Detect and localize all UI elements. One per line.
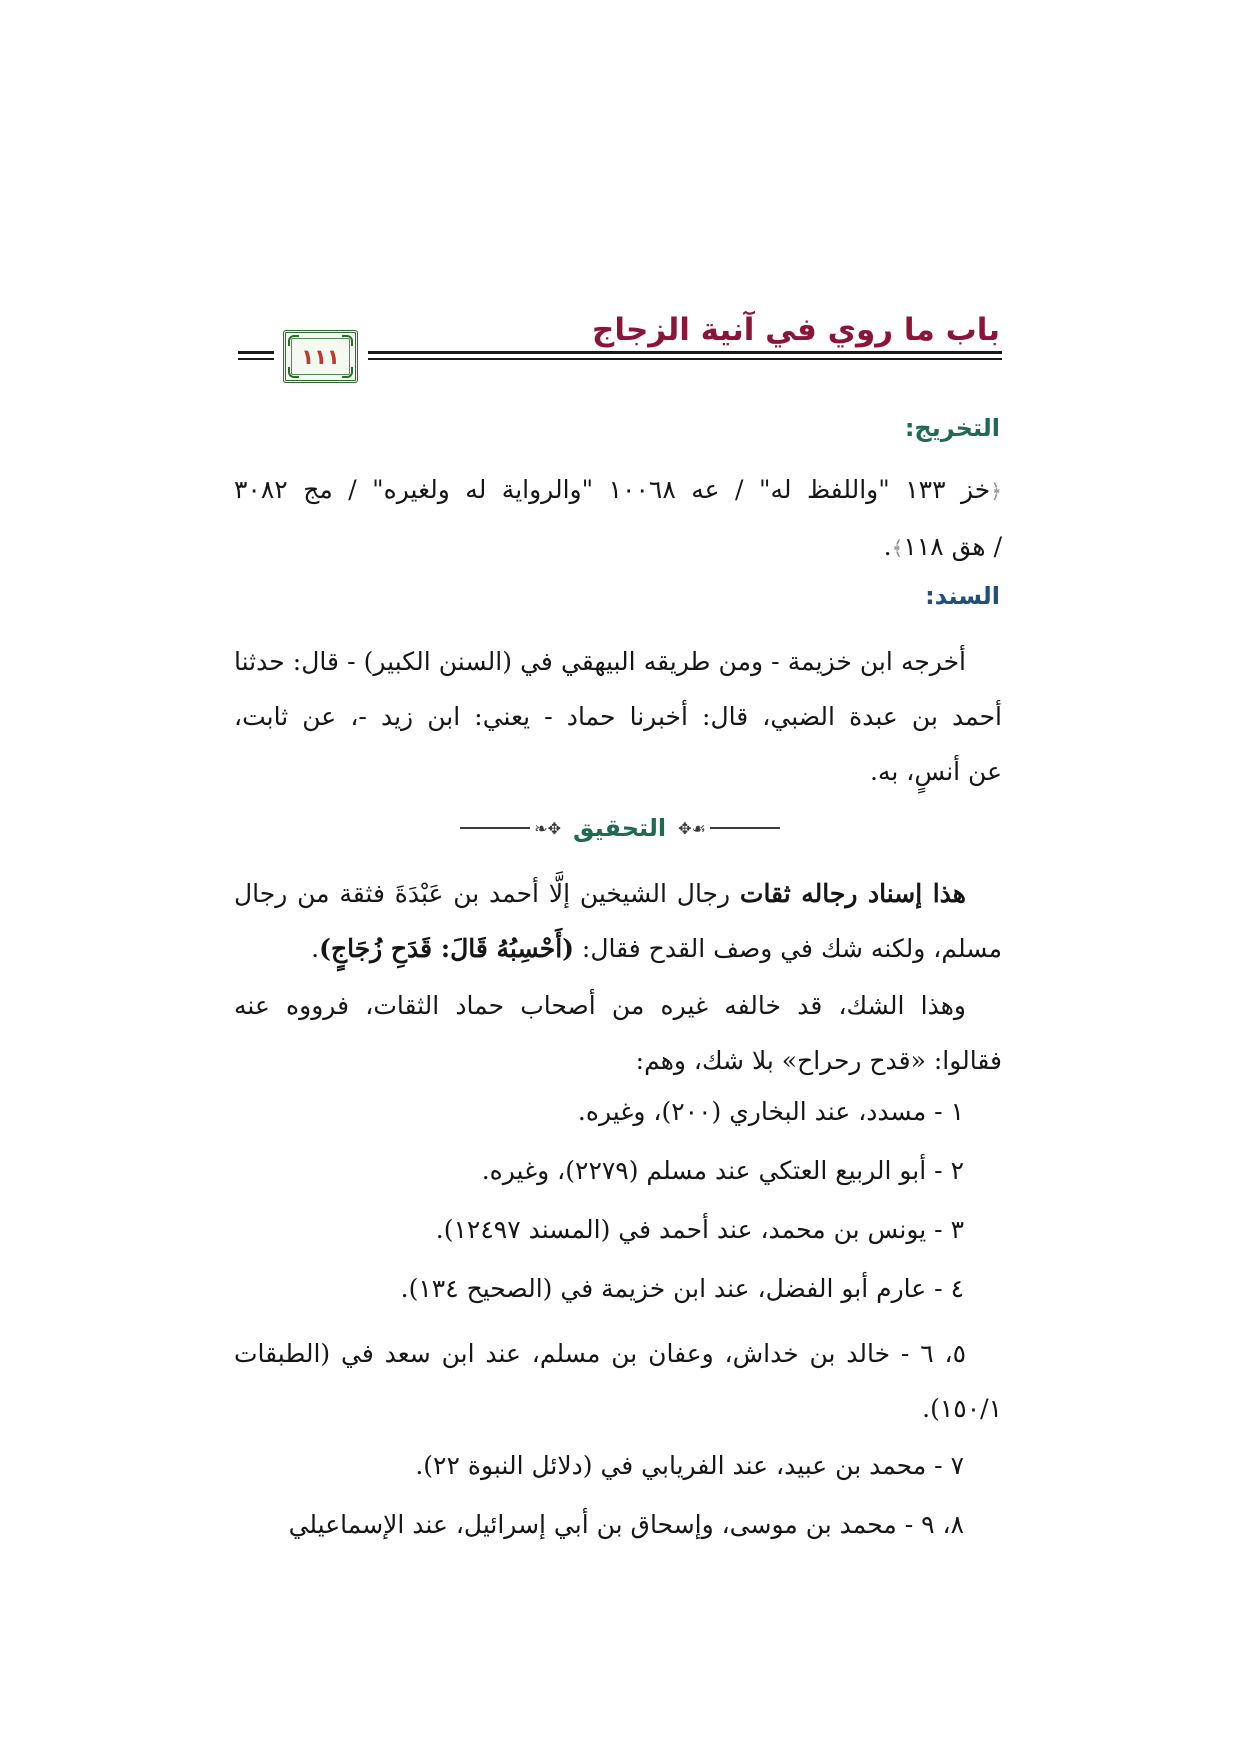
divider-rule: [710, 827, 780, 829]
takhrij-text: [234, 462, 1002, 576]
header-rule-left-top: [238, 351, 274, 354]
ornament-corner-icon: [342, 335, 353, 346]
list-item-wrapped: [234, 1326, 1002, 1436]
list-item-continuation: ١٥٠/١).: [922, 1394, 1002, 1423]
chapter-title: باب ما روي في آنية الزجاج: [591, 312, 1000, 348]
tahqiq-heading: التحقيق: [573, 814, 667, 842]
takhrij-line-1: ﴿خز ١٣٣ "واللفظ له" / عه ١٠٠٦٨ "والرواية له ولغيره" / مج ٣٠٨٢: [234, 475, 1002, 504]
divider-rule: [460, 827, 530, 829]
header-rule-right-bottom: [368, 358, 1002, 360]
bracket-open: ﴿: [990, 479, 1002, 503]
sanad-line-3: عن أنسٍ، به.: [870, 757, 1002, 786]
ornament-icon: ✥☙: [678, 818, 706, 838]
page-number: ١١١: [301, 344, 340, 369]
list-item: ٨، ٩ - محمد بن موسى، وإسحاق بن أبي إسرائيل، عند الإسماعيلي: [288, 1510, 964, 1539]
ornament-icon: ❧✥: [534, 818, 562, 838]
ornament-corner-icon: [342, 367, 353, 378]
tahqiq-paragraph-1: [234, 866, 1002, 976]
sanad-heading: السند:: [925, 582, 1000, 610]
tahqiq-p2-line-2: فقالوا: «قدح رحراح» بلا شك، وهم:: [635, 1046, 1002, 1075]
tahqiq-paragraph-2: [234, 978, 1002, 1088]
sanad-line-1: أخرجه ابن خزيمة - ومن طريقه البيهقي في (السنن الكبير) - قال: حدثنا: [234, 647, 966, 676]
sanad-line-2: أحمد بن عبدة الضبي، قال: أخبرنا حماد - يعني: ابن زيد -، عن ثابت،: [234, 702, 1002, 731]
header-rule-right-top: [368, 351, 1002, 354]
list-item: ١ - مسدد، عند البخاري (٢٠٠)، وغيره.: [577, 1097, 964, 1126]
ornament-corner-icon: [288, 367, 299, 378]
header-rule-left-bottom: [238, 358, 274, 360]
page-number-badge: [283, 330, 358, 383]
list-item: ٤ - عارم أبو الفضل، عند ابن خزيمة في (الصحيح ١٣٤).: [400, 1274, 964, 1303]
ornament-corner-icon: [288, 335, 299, 346]
takhrij-heading: التخريج:: [904, 414, 1000, 442]
tahqiq-p2-line-1: وهذا الشك، قد خالفه غيره من أصحاب حماد الثقات، فرووه عنه: [234, 991, 966, 1020]
list-item: ٧ - محمد بن عبيد، عند الفريابي في (دلائل النبوة ٢٢).: [415, 1451, 964, 1480]
sanad-text: [234, 634, 1002, 799]
tahqiq-p1-line-2: مسلم، ولكنه شك في وصف القدح فقال: (أَحْسِبُهُ قَالَ: قَدَحِ زُجَاجٍ).: [311, 934, 1002, 963]
list-item: ٥، ٦ - خالد بن خداش، وعفان بن مسلم، عند ابن سعد في (الطبقات: [234, 1339, 966, 1368]
list-item: ٢ - أبو الربيع العتكي عند مسلم (٢٢٧٩)، وغيره.: [481, 1156, 964, 1185]
list-item: ٣ - يونس بن محمد، عند أحمد في (المسند ١٢٤٩٧).: [435, 1215, 964, 1244]
takhrij-line-2: / هق ١١٨﴾.: [883, 532, 1002, 561]
tahqiq-p1-line-1: هذا إسناد رجاله ثقات رجال الشيخين إلَّا أحمد بن عَبْدَةَ فثقة من رجال: [234, 879, 966, 908]
bracket-close: ﴾: [891, 536, 904, 560]
tahqiq-divider: [460, 808, 780, 848]
